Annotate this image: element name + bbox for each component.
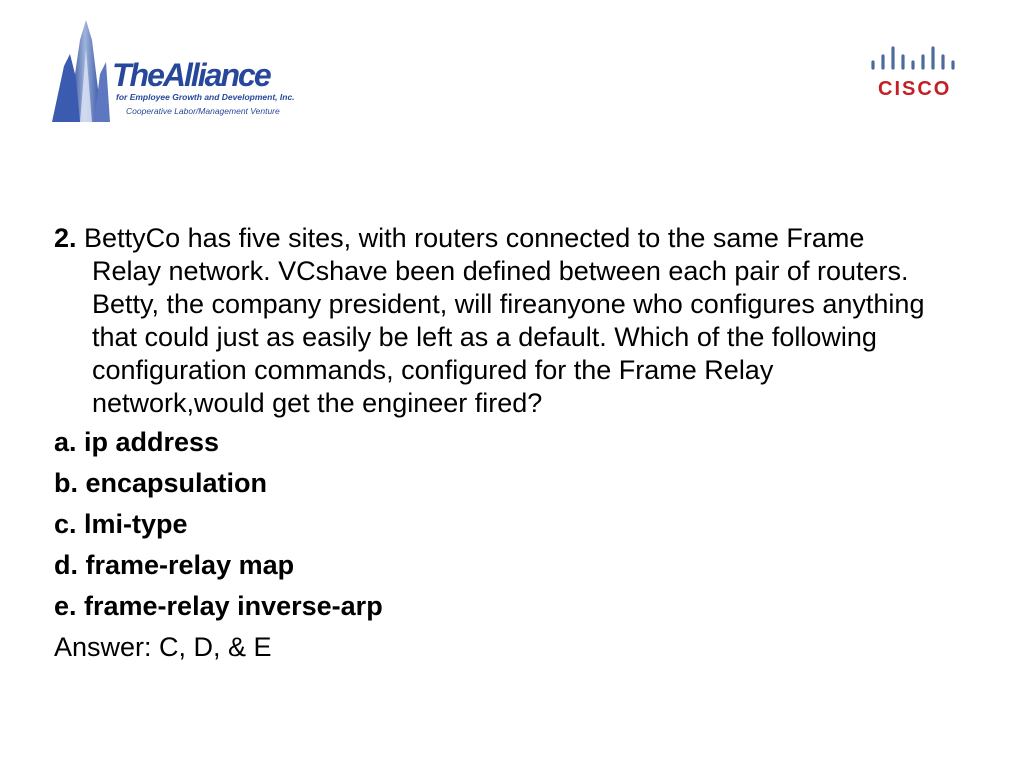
option-e: e. frame-relay inverse-arp [54,591,383,621]
cisco-logo [868,44,960,100]
cisco-bars-icon [868,44,960,74]
option-c: c. lmi-type [54,509,188,539]
option-a: a. ip address [54,427,220,457]
alliance-tagline: for Employee Growth and Development, Inc. [116,92,295,102]
alliance-name: TheAlliance [112,57,270,93]
question-paragraph [54,222,934,420]
option-b: b. encapsulation [54,468,268,498]
question-text: BettyCo has five sites, with routers connected to the same Frame Relay network. VCshave been defined between each pair of routers. Betty, the company president, will fireanyone who configures anything that could just as easily be left as a default. Which of the following configuration commands, configured for the Frame Relay network,would get the engineer fired? [84,223,925,418]
alliance-logo [50,18,310,126]
cisco-wordmark: CISCO [878,78,952,100]
answer-text: Answer: C, D, & E [54,632,272,662]
option-d: d. frame-relay map [54,550,295,580]
slide-content [54,222,934,664]
alliance-subtitle: Cooperative Labor/Management Venture [126,106,280,116]
question-number: 2. [54,223,77,253]
